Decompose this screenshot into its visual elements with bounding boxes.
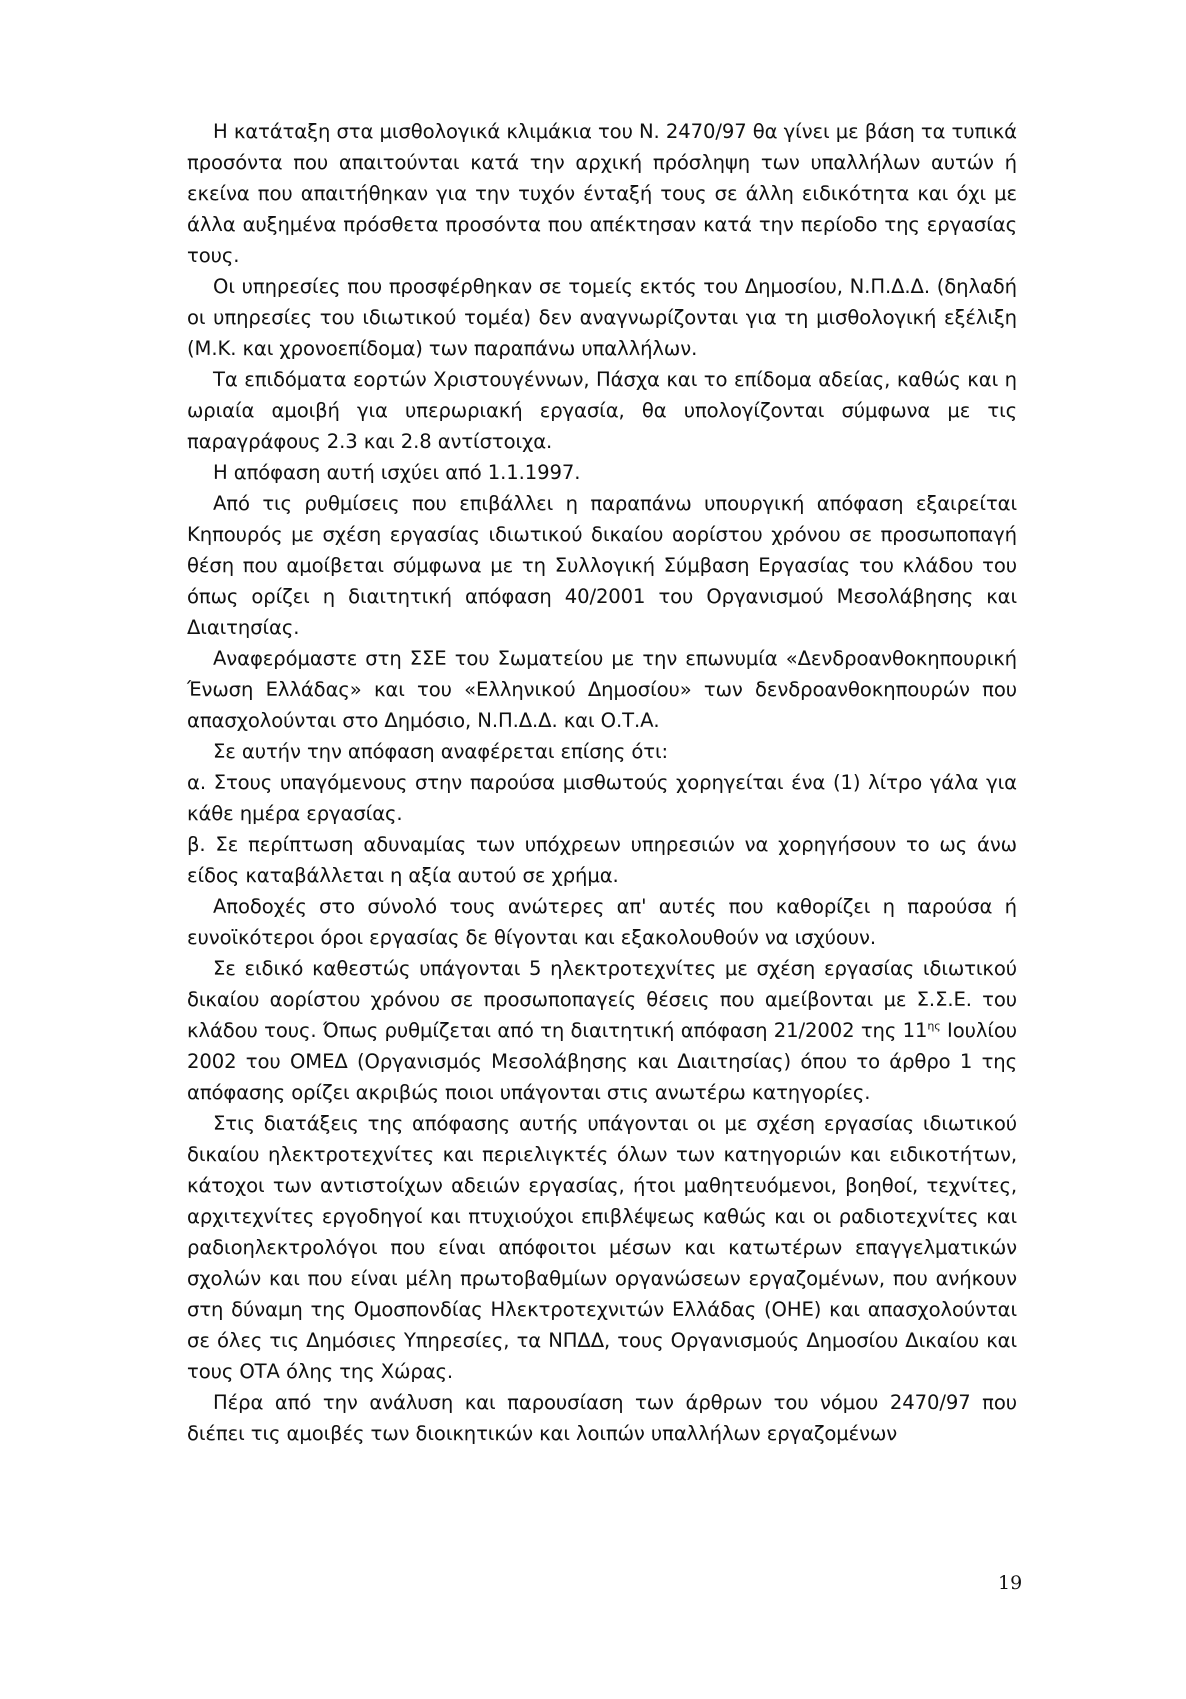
paragraph: Από τις ρυθμίσεις που επιβάλλει η παραπάνω υπουργική απόφαση εξαιρείται Κηπουρός με σχέση εργασίας ιδιωτικού δικαίου αορίστου χρόνου σε προσωποπαγή θέση που αμοίβεται σύμφωνα με τη Συλλογική Σύμβαση Εργασίας του κλάδου του όπως ορίζει η διαιτητική απόφαση 40/2001 του Οργανισμού Μεσολάβησης και Διαιτησίας. (187, 492, 1017, 639)
paragraph: Τα επιδόματα εορτών Χριστουγέννων, Πάσχα και το επίδομα αδείας, καθώς και η ωριαία αμοιβή για υπερωριακή εργασία, θα υπολογίζονται σύμφωνα με τις παραγράφους 2.3 και 2.8 αντίστοιχα. (187, 368, 1017, 453)
paragraph: Η κατάταξη στα μισθολογικά κλιμάκια του Ν. 2470/97 θα γίνει με βάση τα τυπικά προσόντα που απαιτούνται κατά την αρχική πρόσληψη των υπαλλήλων αυτών ή εκείνα που απαιτήθηκαν για την τυχόν ένταξή τους σε άλλη ειδικότητα και όχι με άλλα αυξημένα πρόσθετα προσόντα που απέκτησαν κατά την περίοδο της εργασίας τους. (187, 120, 1017, 267)
paragraph: Αναφερόμαστε στη ΣΣΕ του Σωματείου με την επωνυμία «Δενδροανθοκηπουρική Ένωση Ελλάδας» και του «Ελληνικού Δημοσίου» των δενδροανθοκηπουρών που απασχολούνται στο Δημόσιο, Ν.Π.Δ.Δ. και Ο.Τ.Α. (187, 647, 1017, 732)
paragraph: Πέρα από την ανάλυση και παρουσίαση των άρθρων του νόμου 2470/97 που διέπει τις αμοιβές των διοικητικών και λοιπών υπαλλήλων εργαζομένων (187, 1391, 1017, 1445)
list-item: β. Σε περίπτωση αδυναμίας των υπόχρεων υπηρεσιών να χορηγήσουν το ως άνω είδος καταβάλλεται η αξία αυτού σε χρήμα. (187, 833, 1017, 887)
paragraph-text: Ιουλίου 2002 του ΟΜΕΔ (Οργανισμός Μεσολάβησης και Διαιτησίας) όπου το άρθρο 1 της απόφασης ορίζει ακριβώς ποιοι υπάγονται στις ανωτέρω κατηγορίες. (187, 1019, 1017, 1104)
paragraph: Η απόφαση αυτή ισχύει από 1.1.1997. (213, 461, 581, 484)
list-item: α. Στους υπαγόμενους στην παρούσα μισθωτούς χορηγείται ένα (1) λίτρο γάλα για κάθε ημέρα εργασίας. (187, 771, 1017, 825)
paragraph: Σε αυτήν την απόφαση αναφέρεται επίσης ότι: (213, 740, 669, 763)
ordinal-superscript: ης (927, 1019, 941, 1033)
paragraph: Στις διατάξεις της απόφασης αυτής υπάγονται οι με σχέση εργασίας ιδιωτικού δικαίου ηλεκτροτεχνίτες και περιελιγκτές όλων των κατηγοριών και ειδικοτήτων, κάτοχοι των αντιστοίχων αδειών εργασίας, ήτοι μαθητευόμενοι, βοηθοί, τεχνίτες, αρχιτεχνίτες εργοδηγοί και πτυχιούχοι επιβλέψεως καθώς και οι ραδιοτεχνίτες και ραδιοηλεκτρολόγοι που είναι απόφοιτοι μέσων και κατωτέρων επαγγελματικών σχολών και που είναι μέλη πρωτοβαθμίων οργανώσεων εργαζομένων, που ανήκουν στη δύναμη της Ομοσπονδίας Ηλεκτροτεχνιτών Ελλάδας (ΟΗΕ) και απασχολούνται σε όλες τις Δημόσιες Υπηρεσίες, τα ΝΠΔΔ, τους Οργανισμούς Δημοσίου Δικαίου και τους ΟΤΑ όλης της Χώρας. (187, 1112, 1017, 1383)
paragraph (187, 953, 1017, 1108)
paragraph: Αποδοχές στο σύνολό τους ανώτερες απ' αυτές που καθορίζει η παρούσα ή ευνοϊκότεροι όροι εργασίας δε θίγονται και εξακολουθούν να ισχύουν. (187, 895, 1017, 949)
paragraph: Οι υπηρεσίες που προσφέρθηκαν σε τομείς εκτός του Δημοσίου, Ν.Π.Δ.Δ. (δηλαδή οι υπηρεσίες του ιδιωτικού τομέα) δεν αναγνωρίζονται για τη μισθολογική εξέλιξη (Μ.Κ. και χρονοεπίδομα) των παραπάνω υπαλλήλων. (187, 275, 1017, 360)
page-number: 19 (998, 1572, 1023, 1594)
body-text (187, 116, 1017, 1449)
paragraph-text: Σε ειδικό καθεστώς υπάγονται 5 ηλεκτροτεχνίτες με σχέση εργασίας ιδιωτικού δικαίου αορίστου χρόνου σε προσωποπαγείς θέσεις που αμείβονται με Σ.Σ.Ε. του κλάδου τους. Όπως ρυθμίζεται από τη διαιτητική απόφαση 21/2002 της 11 (187, 957, 1017, 1042)
